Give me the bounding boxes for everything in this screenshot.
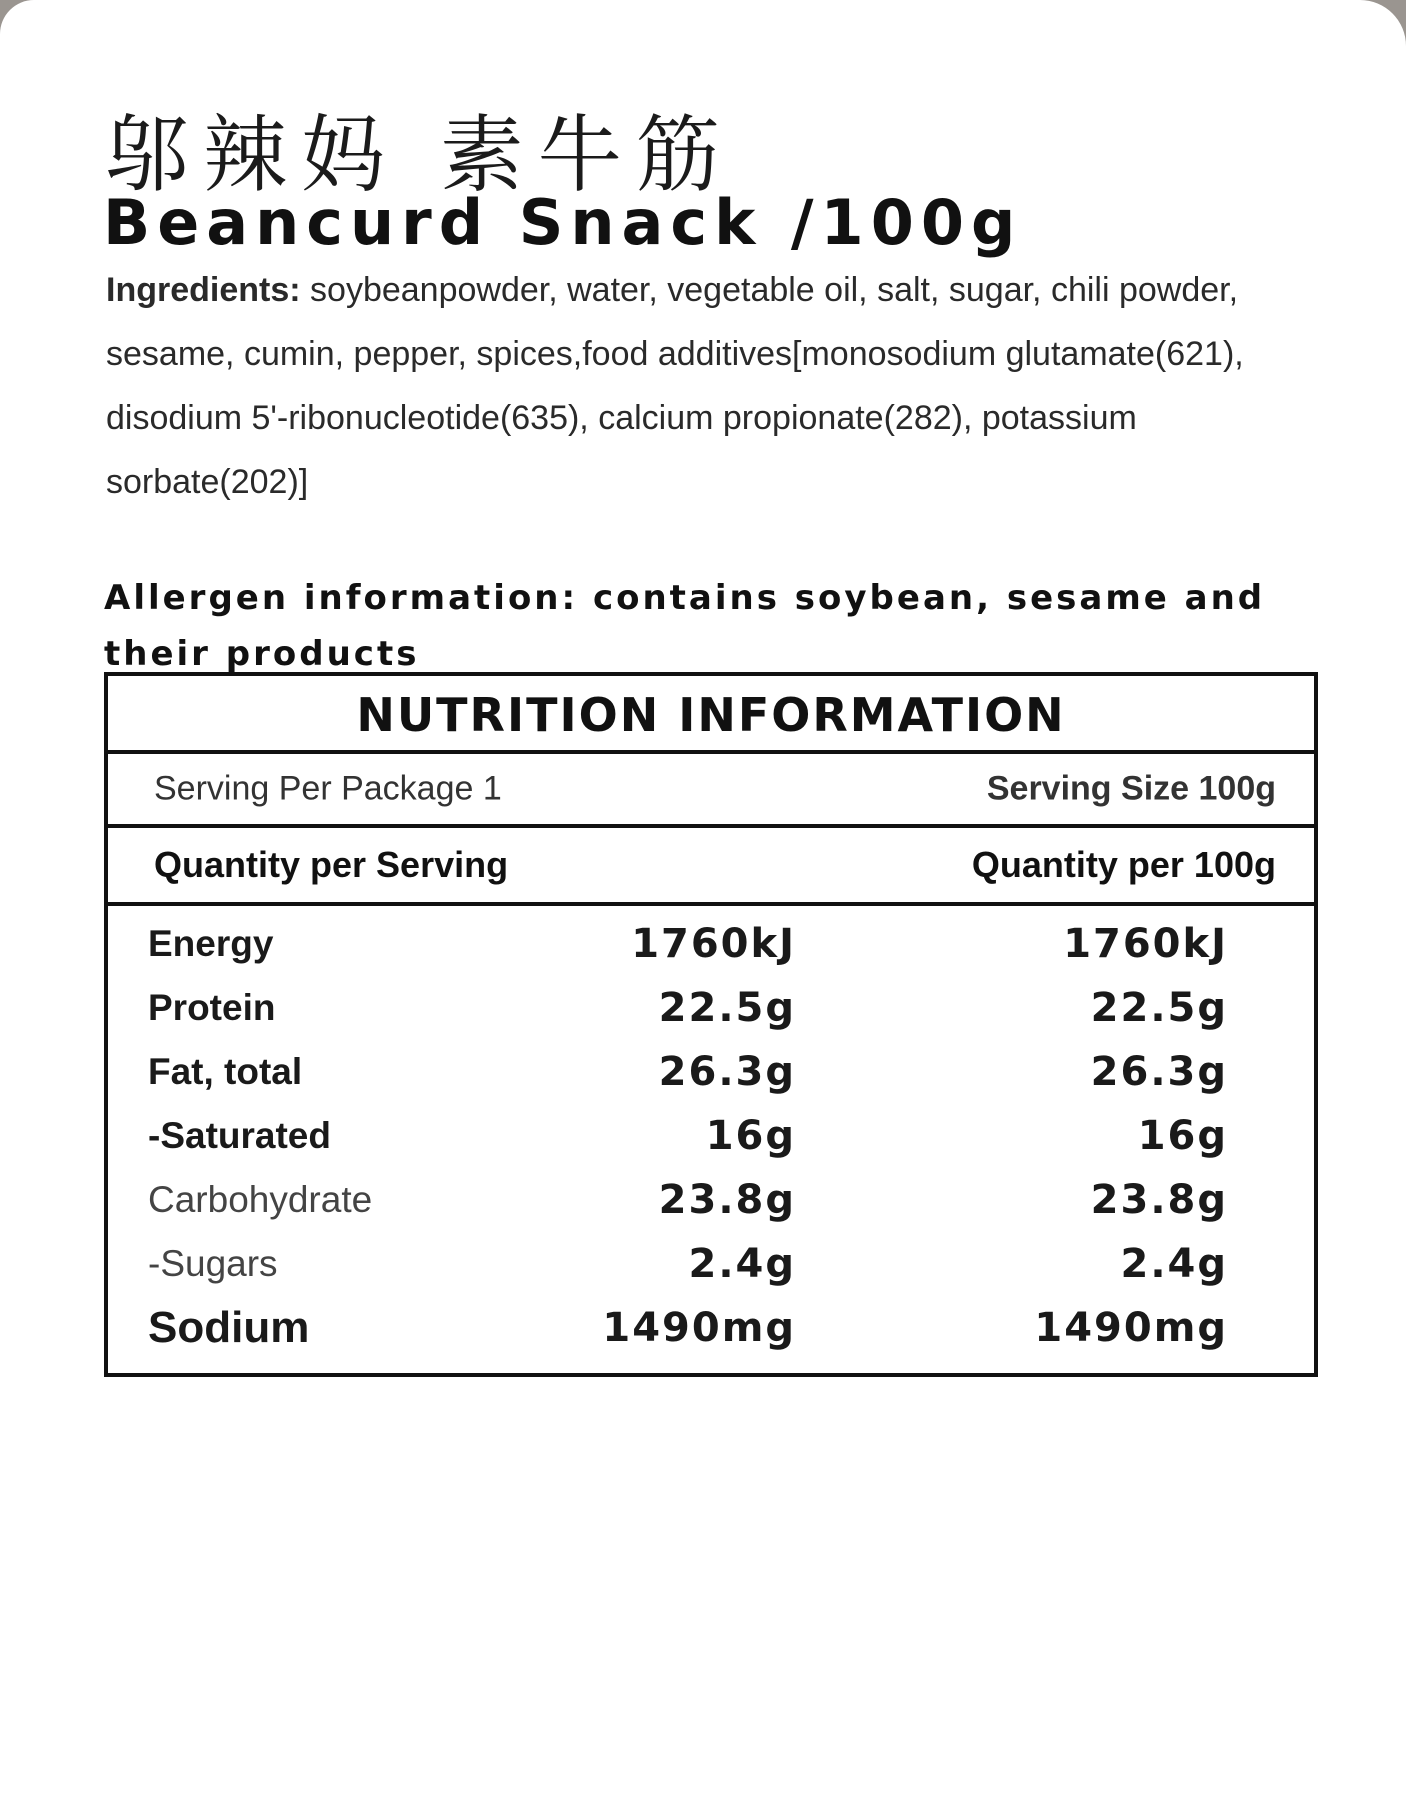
nutrient-name: Protein <box>148 987 276 1028</box>
allergen-info: Allergen information: contains soybean, sesame and their products <box>104 578 1266 674</box>
qty-per-100g-header: Quantity per 100g <box>971 844 1276 885</box>
nutrition-row-energy <box>108 912 1314 976</box>
quantity-header-row <box>108 828 1314 906</box>
servings-per-package: Serving Per Package 1 <box>154 769 502 808</box>
value-per-serving: 2.4g <box>688 1241 796 1287</box>
product-title-chinese: 邬辣妈 素牛筋 <box>105 106 734 204</box>
value-per-100g: 1760kJ <box>1063 921 1228 967</box>
nutrition-title: NUTRITION INFORMATION <box>108 676 1314 754</box>
nutrient-name: Sodium <box>148 1303 310 1352</box>
value-per-serving: 1760kJ <box>631 921 796 967</box>
nutrition-rows <box>108 912 1314 1360</box>
nutrition-row-saturated <box>108 1104 1314 1168</box>
value-per-100g: 1490mg <box>1034 1305 1228 1351</box>
serving-size: Serving Size 100g <box>986 769 1276 808</box>
value-per-100g: 26.3g <box>1090 1049 1228 1095</box>
nutrient-name: Carbohydrate <box>148 1179 373 1220</box>
value-per-100g: 16g <box>1137 1113 1228 1159</box>
value-per-100g: 22.5g <box>1090 985 1228 1031</box>
nutrition-row-sodium <box>108 1296 1314 1360</box>
nutrition-row-protein <box>108 976 1314 1040</box>
ingredients-list: soybeanpowder, water, vegetable oil, salt, sugar, chili powder, sesame, cumin, pepper, spices,food additives[monosodium glutamate(621), disodium 5'-ribonucleotide(635), calcium propionate(282), potassium sorbate(202)] <box>106 271 1244 501</box>
value-per-serving: 23.8g <box>658 1177 796 1223</box>
nutrient-name: -Sugars <box>148 1243 278 1284</box>
serving-row <box>108 754 1314 828</box>
value-per-serving: 22.5g <box>658 985 796 1031</box>
value-per-100g: 2.4g <box>1120 1241 1228 1287</box>
ingredients-text <box>106 258 1336 514</box>
nutrition-table <box>104 672 1318 1377</box>
value-per-serving: 26.3g <box>658 1049 796 1095</box>
value-per-serving: 1490mg <box>602 1305 796 1351</box>
nutrition-row-sugars <box>108 1232 1314 1296</box>
qty-per-serving-header: Quantity per Serving <box>154 844 509 885</box>
nutrient-name: Fat, total <box>148 1051 303 1092</box>
nutrition-row-carbohydrate <box>108 1168 1314 1232</box>
value-per-100g: 23.8g <box>1090 1177 1228 1223</box>
nutrient-name: -Saturated <box>148 1115 331 1156</box>
nutrition-row-fat <box>108 1040 1314 1104</box>
product-title-english: Beancurd Snack /100g <box>103 186 1023 259</box>
ingredients-label: Ingredients: <box>106 271 301 309</box>
value-per-serving: 16g <box>705 1113 796 1159</box>
nutrient-name: Energy <box>148 923 274 964</box>
